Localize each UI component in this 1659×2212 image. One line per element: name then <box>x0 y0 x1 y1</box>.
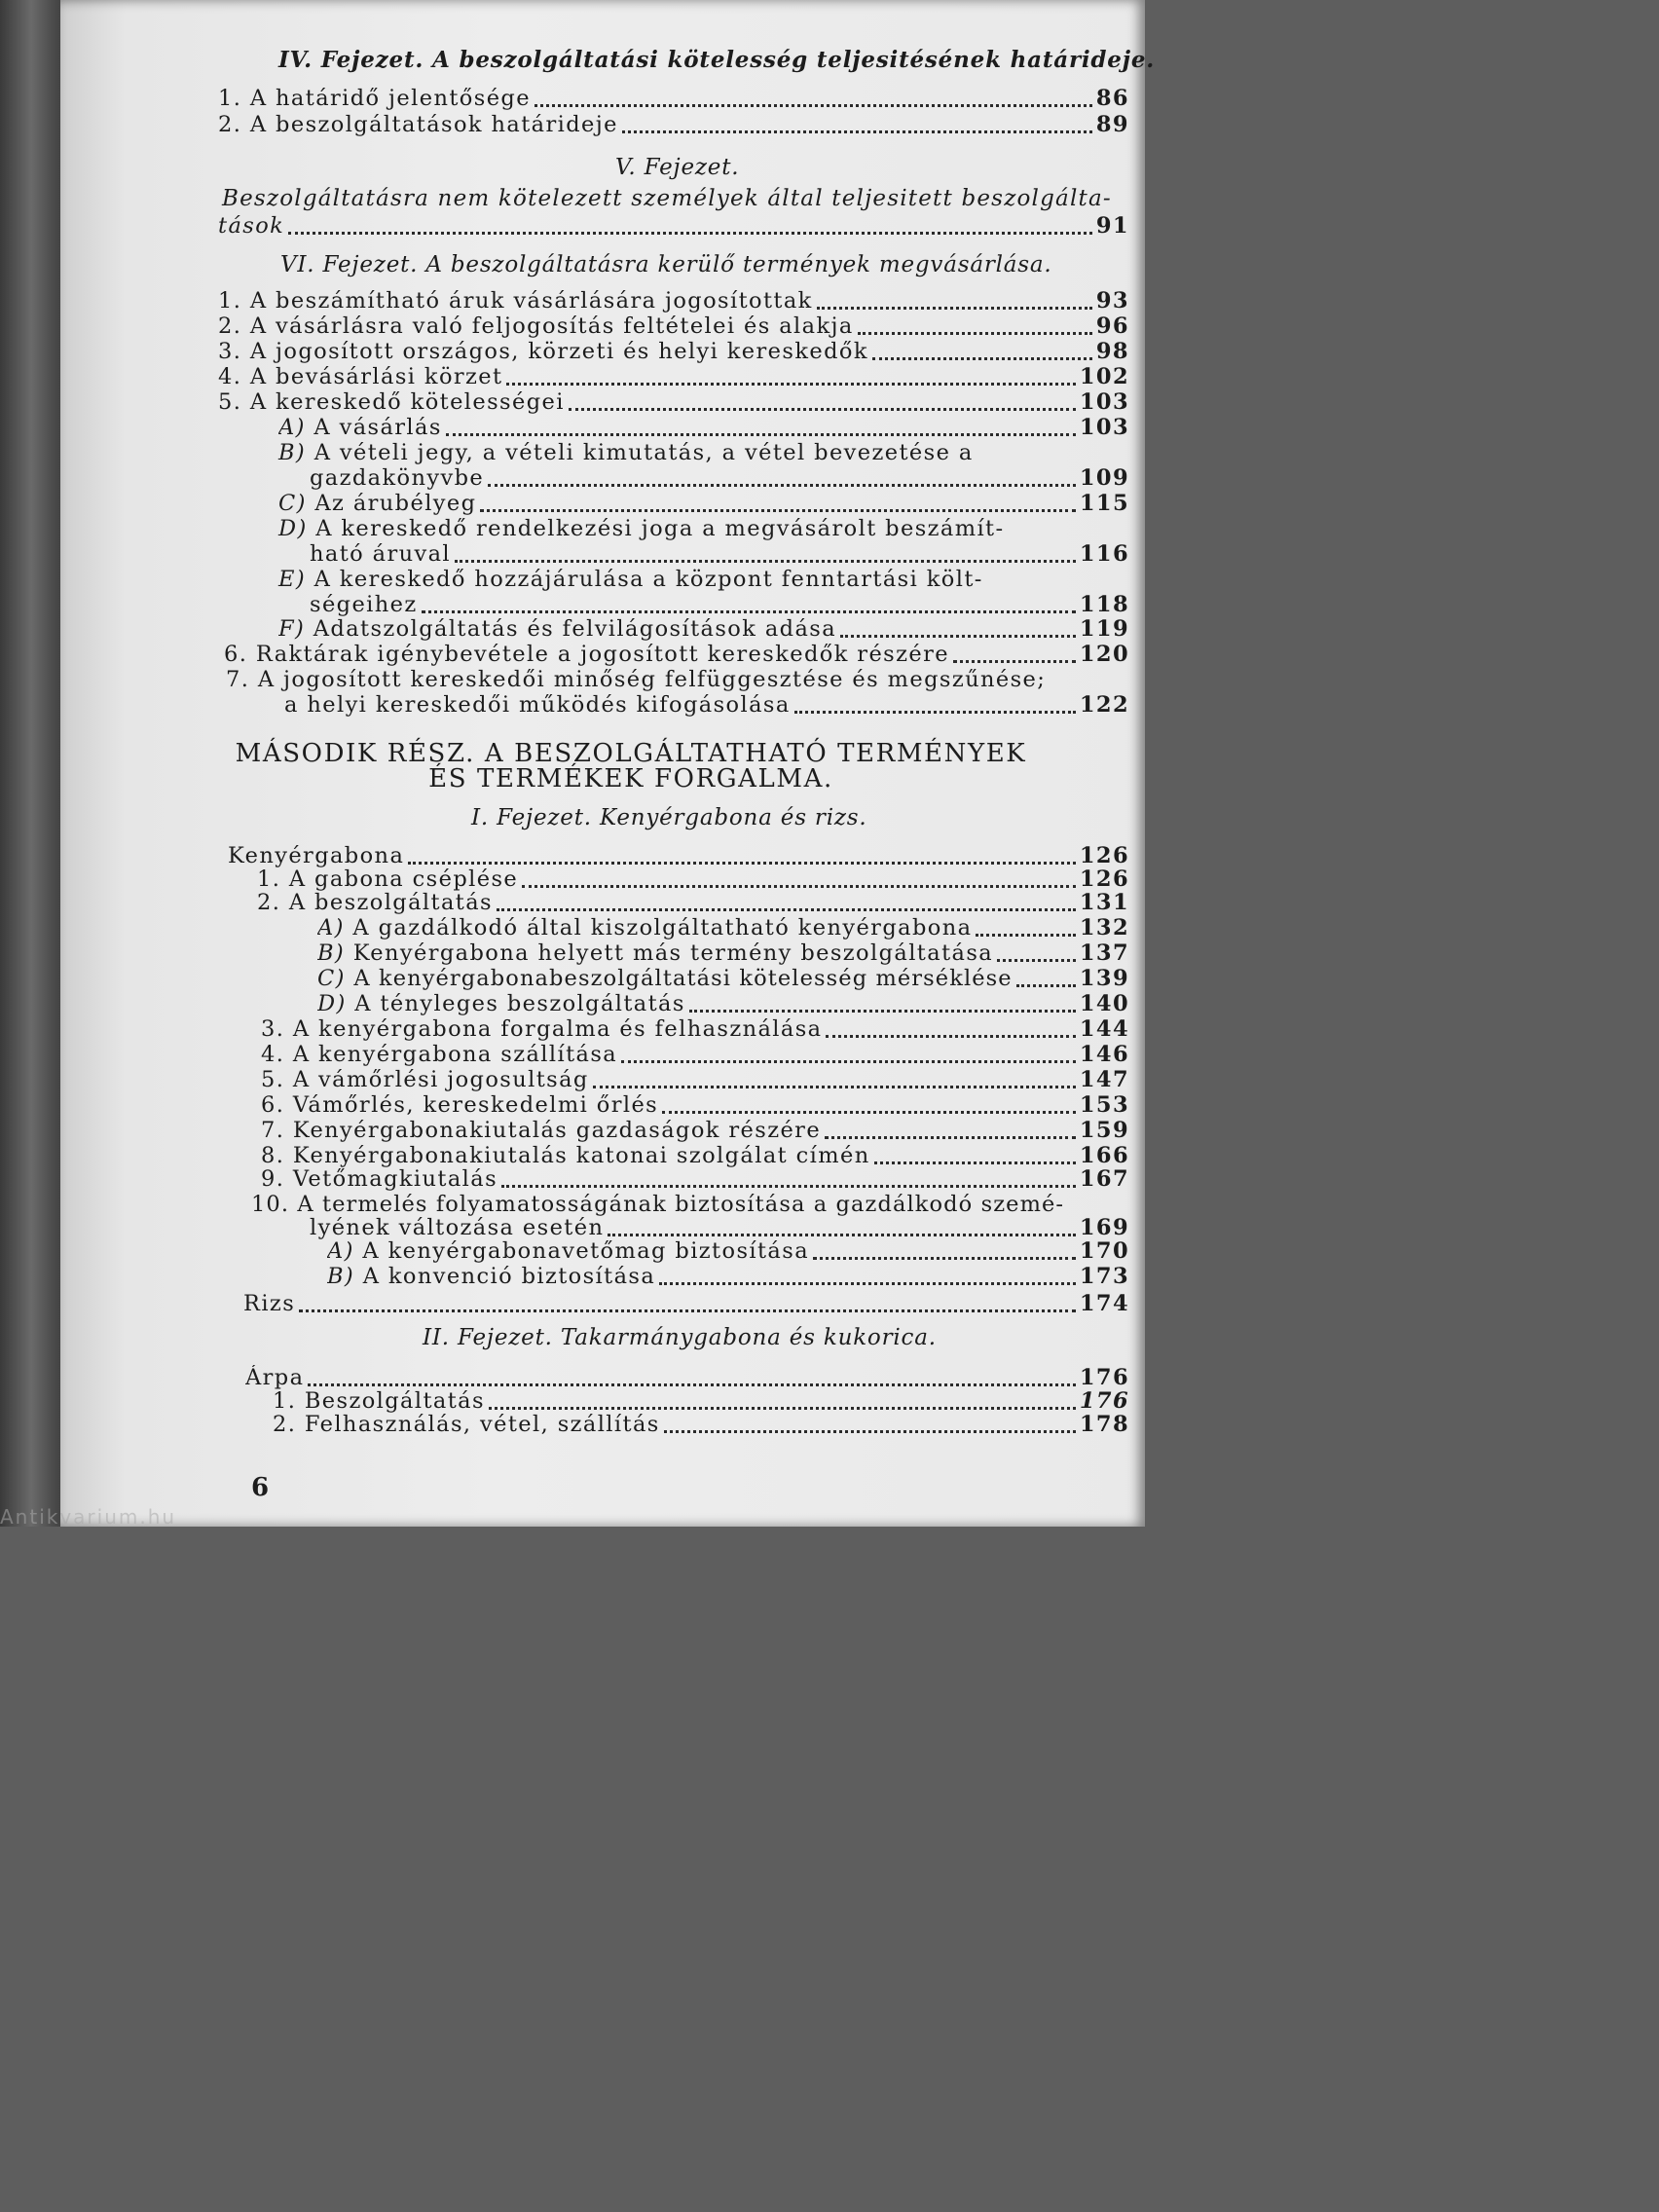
subentry-title: gazdakönyvbe <box>310 465 485 491</box>
entry-number: 2. <box>218 313 242 339</box>
entry-title: A jogosított országos, körzeti és helyi kereskedők <box>249 339 868 364</box>
entry-number: 3. <box>261 1016 285 1042</box>
dot-leader <box>858 332 1092 335</box>
toc-entry <box>261 1016 1129 1042</box>
subentry-label: A) <box>278 415 306 440</box>
section-page: 126 <box>1079 843 1129 868</box>
entry-title: Vámőrlés, kereskedelmi őrlés <box>292 1092 659 1118</box>
toc-entry <box>224 642 1129 667</box>
chapter-6-heading: VI. Fejezet. A beszolgáltatásra kerülő termények megvásárlása. <box>280 252 1052 277</box>
dot-leader <box>506 383 1075 386</box>
entry-page: 102 <box>1079 364 1129 389</box>
toc-entry <box>218 389 1129 415</box>
entry-page: 103 <box>1079 389 1129 415</box>
entry-title: A kereskedő kötelességei <box>249 389 565 415</box>
part-2-title-line-2: ÉS TERMÉKEK FORGALMA. <box>428 764 833 793</box>
entry-number: 2. <box>273 1412 297 1437</box>
toc-subentry <box>278 415 1129 440</box>
entry-title: A termelés folyamatosságának biztosítása a gazdálkodó szemé- <box>297 1192 1065 1217</box>
toc-entry <box>284 692 1129 718</box>
entry-page: 89 <box>1095 112 1129 137</box>
dot-leader <box>997 959 1076 962</box>
entry-page: 96 <box>1095 313 1129 339</box>
entry-title: A kenyérgabona szállítása <box>292 1042 618 1067</box>
subentry-page: 109 <box>1079 465 1129 491</box>
subentry-title: A kenyérgabonabeszolgáltatási kötelesség mérséklése <box>353 966 1013 991</box>
toc-subentry <box>310 465 1129 491</box>
dot-leader <box>308 1383 1075 1386</box>
dot-leader <box>794 711 1076 714</box>
toc-subentry <box>317 966 1129 991</box>
entry-title: Beszolgáltatás <box>304 1388 485 1414</box>
toc-entry <box>218 213 1129 239</box>
subentry-label: F) <box>278 616 306 642</box>
dot-leader <box>569 408 1076 411</box>
entry-title: A beszolgáltatás <box>288 890 493 915</box>
entry-number: 5. <box>261 1067 285 1092</box>
dot-leader <box>1016 984 1076 987</box>
dot-leader <box>288 232 1092 235</box>
toc-subentry <box>310 541 1129 567</box>
entry-title: lyének változása esetén <box>310 1215 605 1240</box>
subentry-title: Kenyérgabona helyett más termény beszolgáltatása <box>352 940 994 966</box>
entry-number: 4. <box>218 364 242 389</box>
section-title: Rizs <box>243 1291 296 1316</box>
subentry-title: A kereskedő rendelkezési joga a megvásárolt beszámít- <box>315 516 1005 541</box>
entry-page: 144 <box>1079 1016 1129 1042</box>
chapter-5-heading: V. Fejezet. <box>615 155 740 180</box>
entry-title: A beszolgáltatások határideje <box>249 112 618 137</box>
toc-entry <box>261 1067 1129 1092</box>
entry-number: 6. <box>261 1092 285 1118</box>
toc-entry <box>218 86 1129 111</box>
part-2-title-line-1: MÁSODIK RÉSZ. A BESZOLGÁLTATHATÓ TERMÉNYEK <box>235 739 1027 768</box>
toc-entry <box>310 1215 1129 1240</box>
entry-page: 178 <box>1079 1412 1129 1437</box>
entry-page: 91 <box>1095 213 1129 239</box>
subentry-label: D) <box>278 516 308 541</box>
subentry-title: A kereskedő hozzájárulása a központ fenntartási költ- <box>313 567 983 592</box>
dot-leader <box>953 660 1076 663</box>
subentry-page: 116 <box>1079 541 1129 567</box>
subentry-page: 119 <box>1079 616 1129 642</box>
page-number: 6 <box>251 1473 270 1502</box>
dot-leader <box>501 1185 1076 1188</box>
toc-section <box>245 1365 1129 1390</box>
entry-page: 86 <box>1095 86 1129 111</box>
toc-subentry <box>317 940 1129 966</box>
subentry-title: A tényleges beszolgáltatás <box>354 991 685 1016</box>
entry-page: 159 <box>1079 1118 1129 1143</box>
entry-title: A beszámítható áruk vásárlására jogosítottak <box>249 288 813 313</box>
subentry-title: ségeihez <box>310 592 418 617</box>
subentry-title: A gazdálkodó által kiszolgáltatható kenyérgabona <box>352 915 973 940</box>
entry-number: 7. <box>226 667 250 692</box>
subentry-page: 118 <box>1079 592 1129 617</box>
subentry-label: C) <box>278 491 307 516</box>
entry-page: 126 <box>1079 866 1129 892</box>
entry-page: 153 <box>1079 1092 1129 1118</box>
entry-number: 1. <box>257 866 281 892</box>
subentry-page: 139 <box>1079 966 1129 991</box>
entry-title: A kenyérgabona forgalma és felhasználása <box>292 1016 823 1042</box>
entry-title: a helyi kereskedői működés kifogásolása <box>284 692 791 718</box>
entry-title: Raktárak igénybevétele a jogosított kereskedők részére <box>255 642 949 667</box>
subentry-page: 103 <box>1079 415 1129 440</box>
subentry-page: 173 <box>1079 1264 1129 1289</box>
entry-title: A vámőrlési jogosultság <box>292 1067 589 1092</box>
dot-leader <box>489 1407 1076 1410</box>
dot-leader <box>446 433 1076 436</box>
subentry-label: B) <box>327 1264 355 1289</box>
toc-entry <box>261 1092 1129 1118</box>
dot-leader <box>622 130 1092 133</box>
toc-entry <box>218 112 1129 137</box>
dot-leader <box>455 560 1076 563</box>
entry-page: 120 <box>1079 642 1129 667</box>
subentry-page: 137 <box>1079 940 1129 966</box>
toc-subentry <box>310 592 1129 617</box>
subentry-page: 170 <box>1079 1238 1129 1264</box>
entry-title: Felhasználás, vétel, szállítás <box>304 1412 660 1437</box>
toc-entry <box>218 313 1129 339</box>
dot-leader <box>535 104 1092 107</box>
dot-leader <box>422 610 1076 613</box>
toc-entry <box>257 866 1129 892</box>
dot-leader <box>480 509 1075 512</box>
entry-title: tások <box>218 213 285 239</box>
toc-entry-line <box>226 667 1046 692</box>
subentry-title: Az árubélyeg <box>314 491 477 516</box>
entry-title: Kenyérgabonakiutalás gazdaságok részére <box>292 1118 822 1143</box>
toc-subentry <box>317 991 1129 1016</box>
toc-subentry <box>327 1264 1129 1289</box>
toc-entry <box>261 1166 1129 1192</box>
entry-number: 10. <box>251 1192 290 1217</box>
toc-subentry-line <box>278 567 983 592</box>
dot-leader <box>497 908 1076 911</box>
dot-leader <box>659 1282 1076 1285</box>
entry-page: 131 <box>1079 890 1129 915</box>
part-2-chapter-2-heading: II. Fejezet. Takarmánygabona és kukorica. <box>423 1325 937 1350</box>
subentry-page: 115 <box>1079 491 1129 516</box>
toc-entry-line <box>251 1192 1064 1217</box>
subentry-label: B) <box>317 940 346 966</box>
entry-page: 147 <box>1079 1067 1129 1092</box>
dot-leader <box>662 1111 1076 1114</box>
toc-entry <box>261 1042 1129 1067</box>
entry-number: 5. <box>218 389 242 415</box>
section-title: Árpa <box>245 1365 305 1390</box>
toc-entry <box>273 1412 1129 1437</box>
entry-number: 1. <box>218 86 242 111</box>
entry-title: A vásárlásra való feljogosítás feltételei és alakja <box>249 313 854 339</box>
subentry-label: A) <box>317 915 345 940</box>
entry-title: A bevásárlási körzet <box>249 364 503 389</box>
dot-leader <box>872 357 1092 360</box>
entry-page: 98 <box>1095 339 1129 364</box>
entry-page: 167 <box>1079 1166 1129 1192</box>
entry-title: Vetőmagkiutalás <box>292 1166 498 1192</box>
entry-page: 146 <box>1079 1042 1129 1067</box>
dot-leader <box>408 862 1076 865</box>
dot-leader <box>813 1257 1076 1260</box>
entry-number: 2. <box>218 112 242 137</box>
dot-leader <box>593 1086 1076 1088</box>
entry-title: A határidő jelentősége <box>249 86 531 111</box>
toc-entry <box>257 890 1129 915</box>
entry-number: 1. <box>218 288 242 313</box>
subentry-label: A) <box>327 1238 354 1264</box>
chapter-5-title: Beszolgáltatásra nem kötelezett személyek által teljesitett beszolgálta- <box>222 186 1112 211</box>
dot-leader <box>664 1430 1076 1433</box>
entry-number: 3. <box>218 339 242 364</box>
toc-subentry <box>278 616 1129 642</box>
subentry-label: E) <box>278 567 307 592</box>
subentry-title: ható áruval <box>310 541 452 567</box>
entry-page: 122 <box>1079 692 1129 718</box>
entry-title: Kenyérgabonakiutalás katonai szolgálat címén <box>292 1143 870 1168</box>
dot-leader <box>874 1161 1076 1164</box>
toc-entry <box>218 339 1129 364</box>
part-2-chapter-1-heading: I. Fejezet. Kenyérgabona és rizs. <box>471 805 867 830</box>
subentry-page: 132 <box>1079 915 1129 940</box>
toc-subentry <box>278 491 1129 516</box>
subentry-label: C) <box>317 966 346 991</box>
dot-leader <box>976 934 1075 937</box>
dot-leader <box>689 1010 1076 1013</box>
toc-section <box>243 1291 1129 1316</box>
entry-title: A jogosított kereskedői minőség felfüggesztése és megszűnése; <box>257 667 1047 692</box>
toc-entry <box>218 364 1129 389</box>
entry-page: 176 <box>1079 1388 1129 1414</box>
subentry-page: 140 <box>1079 991 1129 1016</box>
section-page: 176 <box>1079 1365 1129 1390</box>
toc-entry <box>273 1388 1129 1414</box>
toc-subentry <box>317 915 1129 940</box>
toc-entry <box>261 1143 1129 1168</box>
section-page: 174 <box>1079 1291 1129 1316</box>
dot-leader <box>826 1035 1075 1038</box>
toc-subentry-line <box>278 440 974 465</box>
section-title: Kenyérgabona <box>228 843 405 868</box>
entry-number: 9. <box>261 1166 285 1192</box>
subentry-title: A kenyérgabonavetőmag biztosítása <box>362 1238 810 1264</box>
subentry-title: A vételi jegy, a vételi kimutatás, a vétel bevezetése a <box>313 440 974 465</box>
toc-entry <box>261 1118 1129 1143</box>
toc-entry <box>218 288 1129 313</box>
toc-section <box>228 843 1129 868</box>
toc-subentry <box>327 1238 1129 1264</box>
entry-page: 169 <box>1079 1215 1129 1240</box>
entry-page: 93 <box>1095 288 1129 313</box>
toc-subentry-line <box>278 516 1005 541</box>
entry-number: 7. <box>261 1118 285 1143</box>
entry-number: 8. <box>261 1143 285 1168</box>
dot-leader <box>522 885 1076 888</box>
subentry-label: D) <box>317 991 347 1016</box>
entry-number: 1. <box>273 1388 297 1414</box>
entry-title: A gabona cséplése <box>288 866 519 892</box>
subentry-label: B) <box>278 440 307 465</box>
dot-leader <box>299 1309 1076 1312</box>
subentry-title: A konvenció biztosítása <box>362 1264 656 1289</box>
dot-leader <box>621 1060 1076 1063</box>
entry-page: 166 <box>1079 1143 1129 1168</box>
dot-leader <box>840 635 1076 638</box>
entry-number: 4. <box>261 1042 285 1067</box>
dot-leader <box>825 1136 1076 1139</box>
subentry-title: Adatszolgáltatás és felvilágosítások adása <box>313 616 837 642</box>
dot-leader <box>817 307 1092 310</box>
entry-number: 2. <box>257 890 281 915</box>
chapter-4-heading: IV. Fejezet. A beszolgáltatási kötelesség teljesitésének határideje. <box>278 47 1156 73</box>
watermark-text: Antikvarium.hu <box>0 1505 177 1527</box>
subentry-title: A vásárlás <box>313 415 442 440</box>
dot-leader <box>488 484 1076 487</box>
dot-leader <box>608 1234 1075 1236</box>
entry-number: 6. <box>224 642 248 667</box>
